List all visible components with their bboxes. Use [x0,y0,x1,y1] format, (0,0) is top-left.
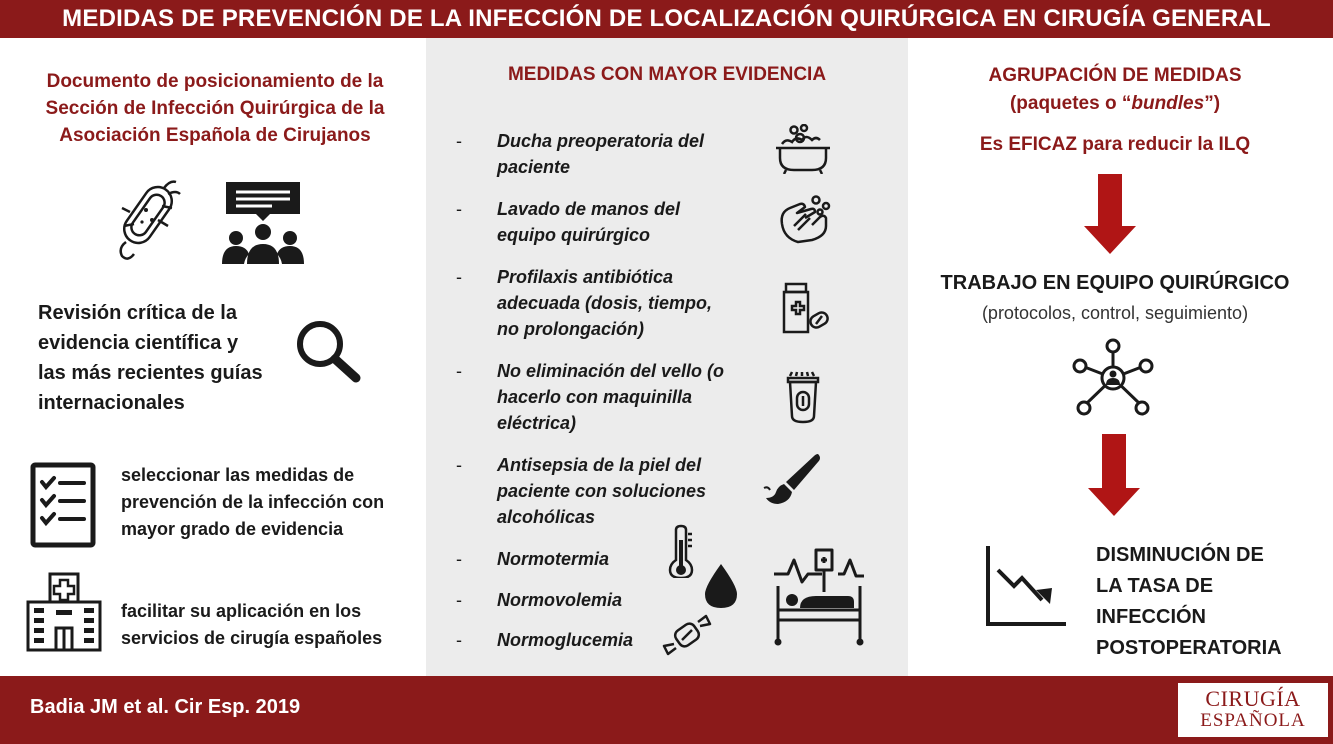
list-item-line: no prolongación) [497,319,644,339]
efficacy-text: Es EFICAZ para reducir la ILQ [979,134,1251,155]
left-title-line: Sección de Infección Quirúrgica de la [45,98,385,119]
drop-icon [702,562,740,610]
teamwork-subtext: (protocolos, control, seguimiento) [981,303,1249,323]
list-item-line: paciente con soluciones [497,481,707,501]
candy-icon [662,612,712,658]
review-line: internacionales [38,392,185,414]
list-dash: - [456,590,462,610]
footer [0,676,1333,744]
list-dash: - [456,630,462,650]
journal-logo [1178,683,1328,737]
result-line: POSTOPERATORIA [1096,637,1282,659]
list-item-line: hacerlo con maquinilla [497,387,693,407]
list-item-line: Profilaxis antibiótica [497,267,674,287]
citation: Badia JM et al. Cir Esp. 2019 [30,696,301,718]
list-item-line: Normotermia [497,549,610,569]
list-item-line: Lavado de manos del [497,199,681,219]
list-dash: - [456,549,462,569]
select-text [121,462,421,543]
facilitate-line: facilitar su aplicación en los [121,601,362,621]
list-item-line: alcohólicas [497,507,596,527]
list-item-line: paciente [497,157,571,177]
list-item-line: eléctrica) [497,413,577,433]
list-dash: - [456,361,462,381]
right-title-line: AGRUPACIÓN DE MEDIDAS [988,65,1242,86]
meeting-icon [222,180,304,266]
result-text [1096,540,1316,664]
list-item-line: adecuada (dosis, tiempo, [497,293,713,313]
list-item-line: equipo quirúrgico [497,225,650,245]
list-item-line: No eliminación del vello (o [497,361,725,381]
teamwork-text: TRABAJO EN EQUIPO QUIRÚRGICO [940,272,1290,294]
review-line: evidencia científica y [38,332,239,354]
bathtub-icon [772,124,834,174]
magnifier-icon [294,318,364,384]
right-title-emphasis: bundles [1131,93,1205,114]
facilitate-line: servicios de cirugía españoles [121,628,383,648]
arrow-down-icon [1084,174,1136,254]
shaver-icon [784,370,822,424]
list-item-line: Antisepsia de la piel del [497,455,702,475]
list-dash: - [456,455,462,475]
result-line: DISMINUCIÓN DE [1096,544,1264,566]
middle-title: MEDIDAS CON MAYOR EVIDENCIA [507,64,827,85]
list-item [456,264,756,342]
review-line: Revisión crítica de la [38,302,237,324]
list-item [456,128,756,180]
brush-icon [760,452,822,508]
list-item [456,358,756,436]
list-item-line: Ducha preoperatoria del [497,131,705,151]
facilitate-text [121,598,421,652]
hospital-icon [26,572,102,652]
select-line: prevención de la infección con [121,492,385,512]
list-dash: - [456,199,462,219]
list-item-line: Normovolemia [497,590,623,610]
select-line: mayor grado de evidencia [121,519,344,539]
network-icon [1072,338,1154,418]
right-title [910,62,1320,118]
list-dash: - [456,267,462,287]
checklist-icon [30,462,96,548]
list-item [456,196,756,248]
right-title-line [910,90,1320,118]
hospital-bed-icon [772,548,866,646]
arrow-down-icon [1088,434,1140,516]
right-title-text: ”) [1204,93,1221,114]
result-line: LA TASA DE [1096,575,1214,597]
left-title [10,68,420,149]
list-item-line: Normoglucemia [497,630,634,650]
handwash-icon [776,194,834,250]
medicine-icon [780,282,832,336]
review-line: las más recientes guías [38,362,263,384]
left-title-line: Asociación Española de Cirujanos [59,125,371,146]
decline-chart-icon [984,544,1068,628]
bacteria-icon [112,176,188,264]
review-text [38,298,298,418]
left-title-line: Documento de posicionamiento de la [46,71,384,92]
result-line: INFECCIÓN [1096,606,1206,628]
logo-line: CIRUGÍA [1205,686,1301,711]
page-title: MEDIDAS DE PREVENCIÓN DE LA INFECCIÓN DE LOCALIZACIÓN QUIRÚRGICA EN CIRUGÍA GENERAL [0,0,1333,38]
thermometer-icon [668,524,696,578]
logo-line: ESPAÑOLA [1200,710,1306,731]
list-dash: - [456,131,462,151]
right-title-text: (paquetes o “ [1009,93,1132,114]
list-item [456,452,756,530]
select-line: seleccionar las medidas de [121,465,355,485]
